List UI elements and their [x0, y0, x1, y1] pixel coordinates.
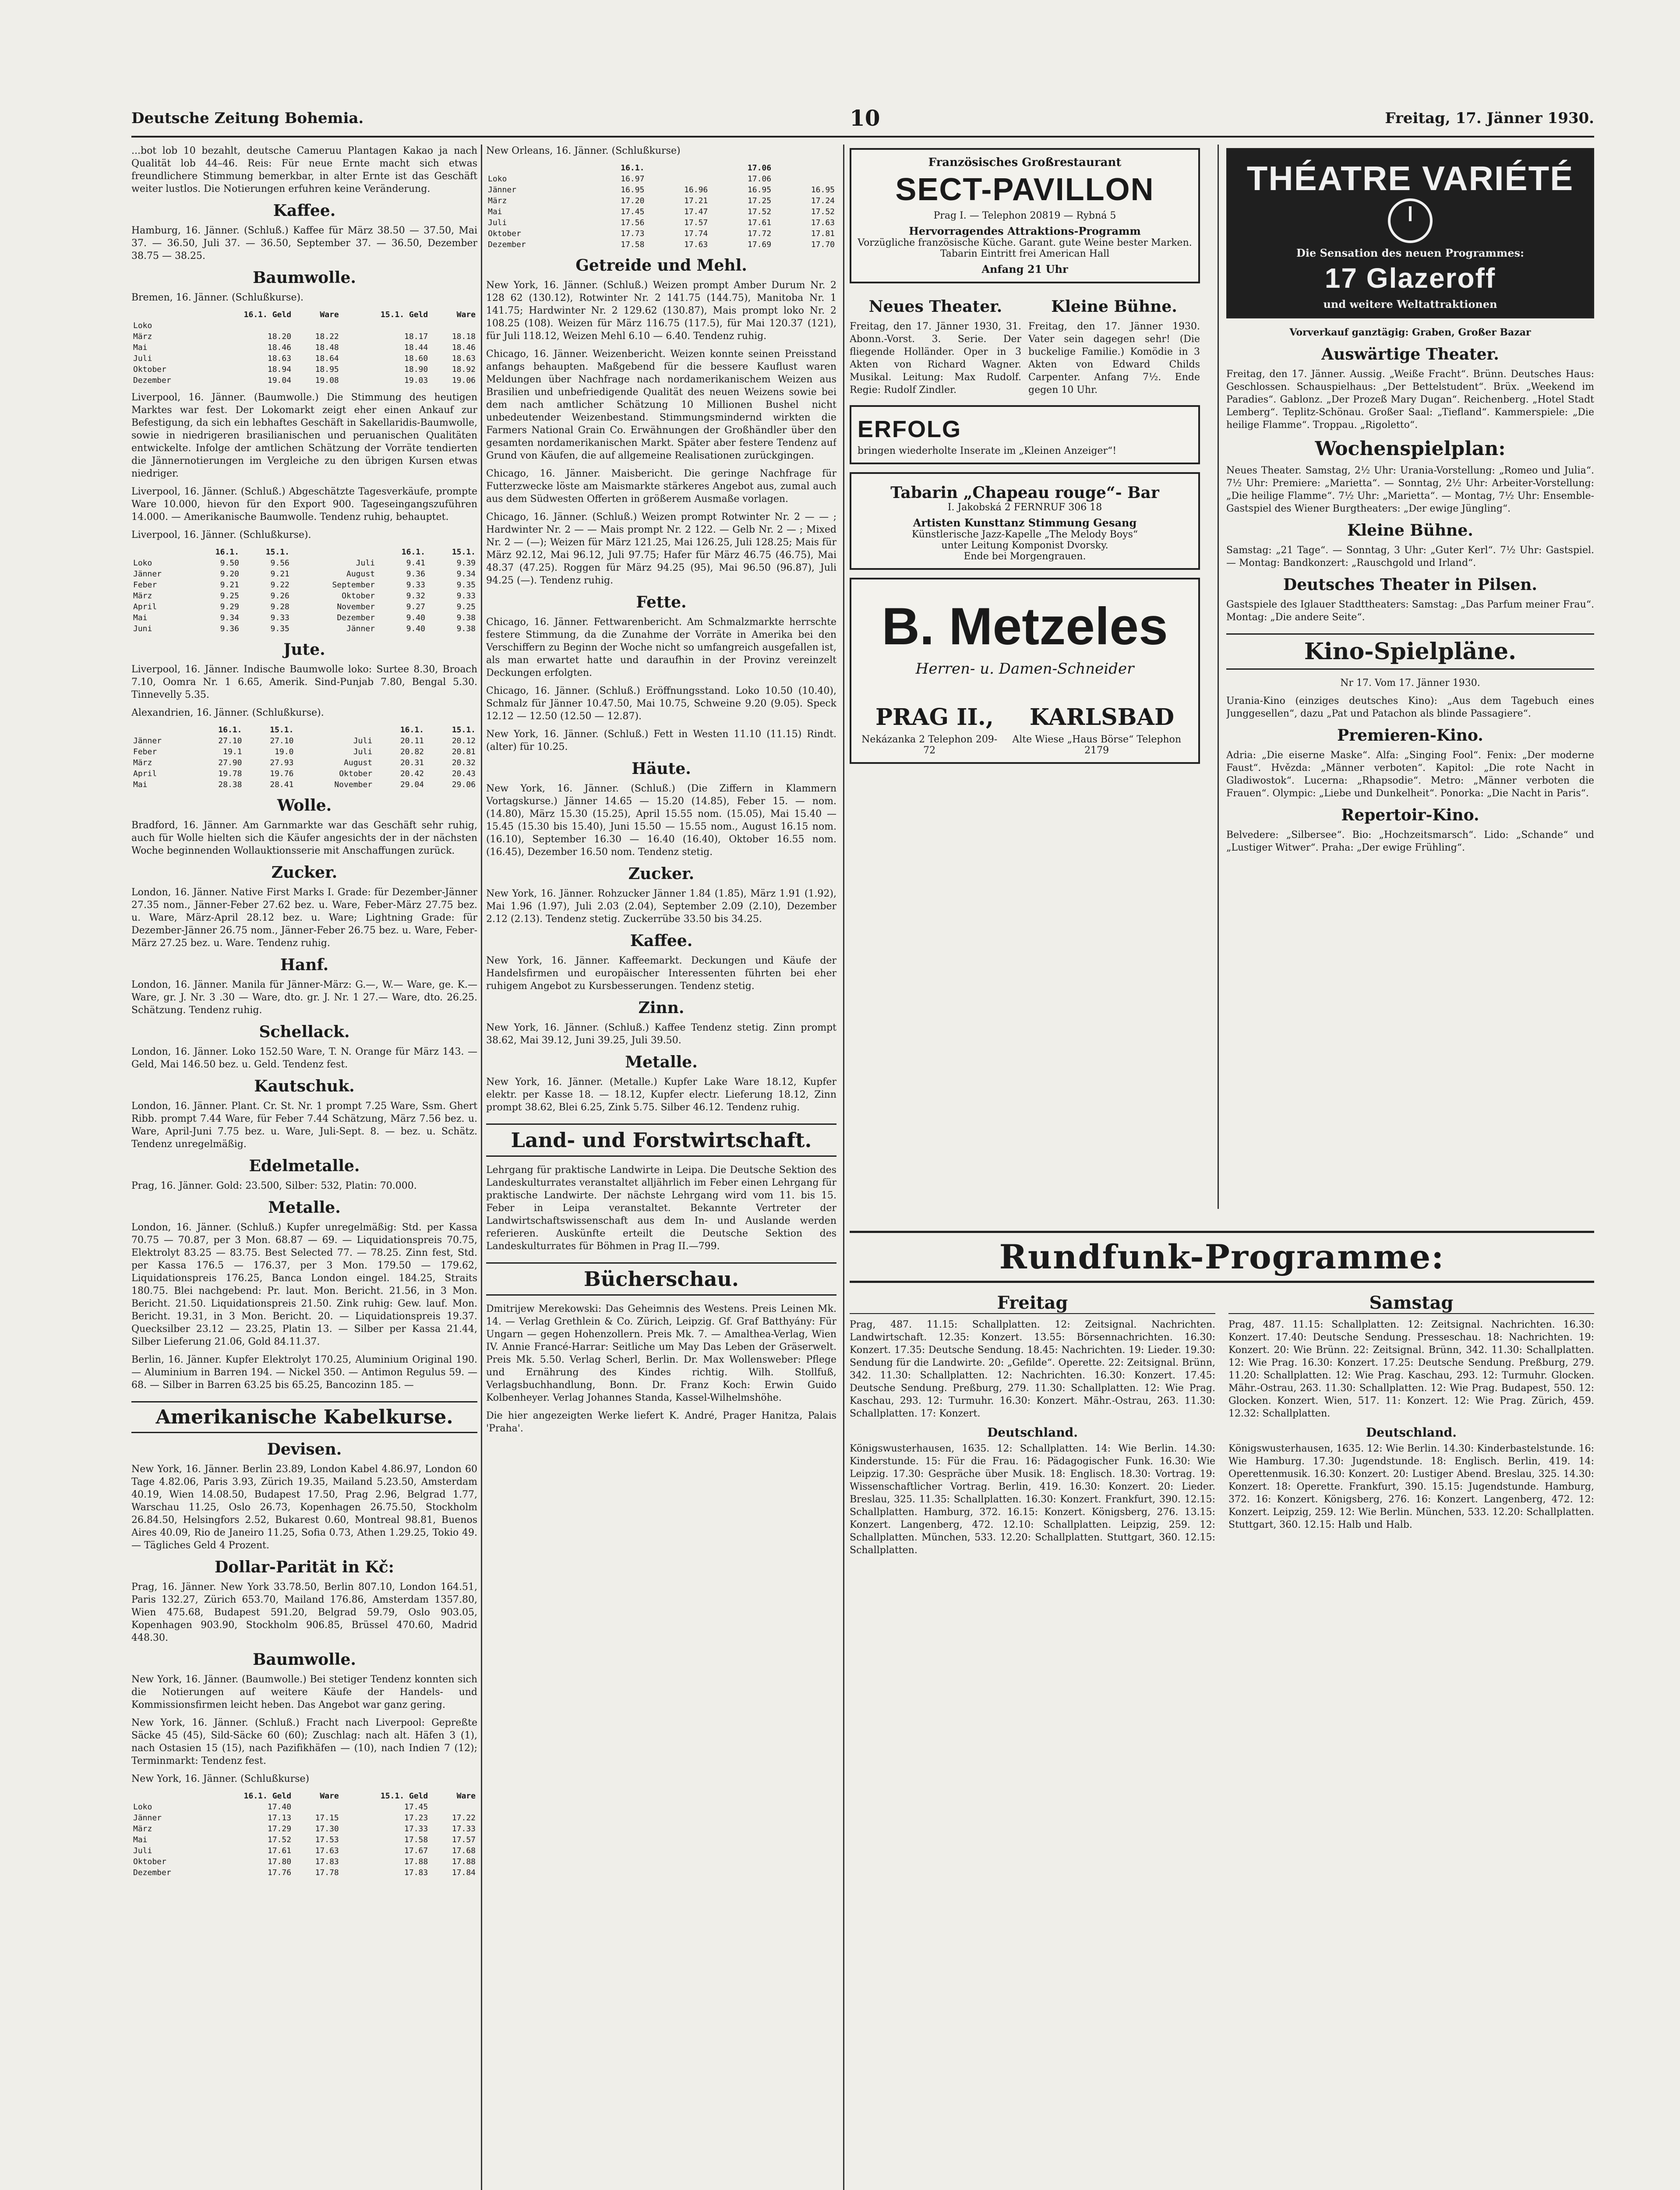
- kleine-buehne-text: Freitag, den 17. Jänner 1930. Vater sein dagegen sehr! (Die buckelige Familie.) Komödie in 3 Akten von Edward Childs Carpenter. Anfang 7½. Ende gegen 10 Uhr.: [1028, 321, 1200, 396]
- kino-subtitle: Nr 17. Vom 17. Jänner 1930.: [1340, 678, 1480, 689]
- amerikanische-kabelkurse-title: Amerikanische Kabelkurse.: [131, 1401, 477, 1433]
- ad-headline: B. Metzeles: [882, 597, 1168, 656]
- table-row: April 19.78 19.76 Oktober 20.42 20.43: [133, 769, 476, 778]
- deutschland-title-sat: Deutschland.: [1366, 1425, 1457, 1440]
- table-row: März 18.20 18.22 18.17 18.18: [133, 332, 476, 341]
- repertoire-kino-text: Belvedere: „Silbersee“. Bio: „Hochzeitsmarsch“. Lido: „Schande“ und „Lustiger Witwer“. Praha: „Der ewige Frühling“.: [1226, 830, 1594, 854]
- section-title-jute: Jute.: [283, 640, 325, 659]
- premieren-kino-text: Adria: „Die eiserne Maske“. Alfa: „Singing Fool“. Fenix: „Der moderne Faust“. Hvězda: „Männer verboten“. Kapitol: „Die rote Nacht in Gladiwostok“. Lucerna: „Rhapsodie“. Metro: „Männer verboten die Frauen“. Olympic: „Liebe und Dunkelheit“. Ponorka: „Die Nacht in Paris“.: [1226, 750, 1594, 799]
- ad-addresses: [858, 734, 1192, 756]
- table-row: Loko 9.50 9.56 Juli 9.41 9.39: [133, 558, 476, 568]
- saturday-program-text: Prag, 487. 11.15: Schallplatten. 12: Zeitsignal. Nachrichten. 16.30: Konzert. 17.40: Deutsche Sendung. Presseschau. 18: Nachrichten. 19: Konzert. 20: Wie Brünn. 22: Zeitsignal. Brünn, 342. 11.30: Schallplatten. 12: Wie Prag. 16.30: Konzert. 17.25: Deutsche Sendung. Preßburg, 279. 11.20: Schallplatten. 12: Wie Prag. Kaschau, 293. 12: Turmuhr. Glocken. Mähr.-Ostrau, 263. 11.30: Schallplatten. 12: Wie Prag. Budapest, 550. 12: Glocken. Konzert. Wien, 517. 11: Konzert. 12: Wie Prag. Zürich, 459. 12.32: Schallplatten.: [1228, 1319, 1594, 1419]
- neues-theater-text: Freitag, den 17. Jänner 1930, 31. Abonn.-Vorst. 3. Serie. Der fliegende Holländer. Oper in 3 Akten von Richard Wagner. Musikal. Leitung: Max Rudolf. Regie: Rudolf Zindler.: [850, 321, 1021, 396]
- neues-theater: [850, 291, 1021, 402]
- ad-cities: [858, 704, 1192, 731]
- section-title-kaffee: Kaffee.: [273, 201, 336, 220]
- section-title-hanf: Hanf.: [280, 956, 329, 974]
- wolle-report: Bradford, 16. Jänner. Am Garnmarkte war das Geschäft sehr ruhig, auch für Wolle hielten sich die Käufer angesichts der in der nächsten Woche beginnenden Wollauktionsserie mit Anschaffungen zurück.: [131, 820, 477, 856]
- ad-line: und weitere Weltattraktionen: [1323, 298, 1497, 311]
- table-row: Jänner 27.10 27.10 Juli 20.11 20.12: [133, 736, 476, 745]
- kleine-buehne-title: Kleine Bühne.: [1051, 297, 1177, 316]
- ad-line: Französisches Großrestaurant: [928, 156, 1122, 169]
- ad-headline: ERFOLG: [858, 416, 961, 442]
- kleine-buehne: [1028, 291, 1200, 402]
- kautschuk-report: London, 16. Jänner. Plant. Cr. St. Nr. 1 prompt 7.25 Ware, Ssm. Ghert Ribb. prompt 7.44 Ware, für Feber 7.44 Schätzung, März 7.56 bez. u. Ware, April-Juni 7.75 bez. u. Ware, Juli-Sept. 8. — bez. u. Schätz. Tendenz unregelmäßig.: [131, 1101, 477, 1150]
- hanf-report: London, 16. Jänner. Manila für Jänner-März: G.—, W.— Ware, ge. K.—Ware, gr. J. Nr. 3 .30 — Ware, dto. gr. J. Nr. 1 27.— Ware, dto. 26.25. Schätzung. Tendenz ruhig.: [131, 979, 477, 1016]
- ad-line: 17 Glazeroff: [1324, 262, 1496, 294]
- page-header: [131, 105, 1594, 138]
- table-row: Feber 19.1 19.0 Juli 20.82 20.81: [133, 747, 476, 756]
- getreide-report-2: Chicago, 16. Jänner. Maisbericht. Die geringe Nachfrage für Futterzwecke löste am Maismarkte stärkeres Angebot aus, zumal auch aus dem Südwesten Offerten in größerem Ausmaße vorlagen.: [486, 468, 836, 505]
- buecherschau-footer: Die hier angezeigten Werke liefert K. André, Prager Hanitza, Palais 'Praha'.: [486, 1410, 836, 1434]
- masthead: Deutsche Zeitung Bohemia.: [131, 110, 364, 127]
- kleine-buehne-title-2: Kleine Bühne.: [1347, 521, 1473, 540]
- deutschland-sat-program-text: Königswusterhausen, 1635. 12: Wie Berlin. 14.30: Kinderbastelstunde. 16: Wie Hamburg. 17.30: Jugendstunde. 18: Englisch. Berlin, 419. 14: Operettenmusik. 16.30: Konzert. 20: Lustiger Abend. Breslau, 325. 14.30: Konzert. 18: Operette. Frankfurt, 390. 15.15: Jugendstunde. Hamburg, 372. 16: Konzert. Königsberg, 276. 16: Konzert. Langenberg, 472. 12: Konzert. Leipzig, 259. 12: Wie Berlin. München, 533. 12.20: Schallplatten. Stuttgart, 360. 12.15: Halb und Halb.: [1228, 1443, 1594, 1530]
- zucker-report: London, 16. Jänner. Native First Marks I. Grade: für Dezember-Jänner 27.35 nom., Jänner-Feber 27.62 bez. u. Ware, Feber-März 27.75 bez. u. Ware, März-April 28.12 bez. u. Ware; Lightning Grade: für Dezember-Jänner 26.75 nom., Jänner-Feber 26.75 bez. u. Ware, Feber-März 27.25 bez. u. Ware. Tendenz ruhig.: [131, 887, 477, 949]
- ad-city: KARLSBAD: [1029, 704, 1175, 731]
- alexandrien-table: 16.1. 15.1. 16.1. 15.1. Jänner 27.10 27.10 Juli 20.11 20.12 Feber 19.1 19.0 Juli 20.82 20.81 März 27.90 27.93 August 20.31 20.32 April 19.78 19.76 Oktober 20.42 20.43 Mai 28.38 28.41 November 29.04 29.06: [131, 724, 477, 790]
- ad-headline: SECT-PAVILLON: [895, 172, 1154, 207]
- sect-pavillon-ad: [850, 148, 1200, 283]
- ad-title-text: THÉATRE VARIÉTÉ: [1246, 159, 1574, 198]
- clock-icon: [1388, 198, 1433, 243]
- ad-headline: [1234, 159, 1586, 243]
- day-title-saturday: Samstag: [1228, 1293, 1594, 1314]
- metalle-ny-report: New York, 16. Jänner. (Metalle.) Kupfer Lake Ware 18.12, Kupfer elektr. per Kasse 18. — 18.12, Kupfer electr. Lieferung 18.12, Zinn prompt 38.62, Blei 6.25, Zink 5.75. Silber 46.12. Tendenz ruhig.: [486, 1077, 836, 1113]
- ad-address: Nekázanka 2 Telephon 209-72: [861, 734, 998, 756]
- baumwolle-ny-report: New York, 16. Jänner. (Baumwolle.) Bei stetiger Tendenz konnten sich die Notierungen auf weitere Käufe der Handels- und Kommissionsfirmen leicht heben. Das Angebot war ganz gering.: [131, 1674, 477, 1710]
- auswaertige-theater-title: Auswärtige Theater.: [1321, 345, 1499, 364]
- auswaertige-theater-text: Freitag, den 17. Jänner. Aussig. „Weiße Fracht“. Brünn. Deutsches Haus: Geschlossen. Schauspielhaus: „Der Bettelstudent“. Brüx. „Weekend im Paradies“. Gablonz. „Der Prozeß Mary Dugan“. Reichenberg. „Hotel Stadt Lemberg“. Teplitz-Schönau. Großer Saal: „Tiefland“. Kammerspiele: „Die heilige Flamme“. Troppau. „Rigoletto“.: [1226, 369, 1594, 431]
- wochenspielplan-text: Neues Theater. Samstag, 2½ Uhr: Urania-Vorstellung: „Romeo und Julia“. 7½ Uhr: Premiere: „Marietta“. — Sonntag, 2½ Uhr: Arbeiter-Vorstellung: „Die heilige Flamme“. 7½ Uhr: „Marietta“. — Montag, 7½ Uhr: Ensemble-Gastspiel des Wiener Burgtheaters: „Der ewige Jüngling“.: [1226, 465, 1594, 515]
- section-title-dollar: Dollar-Parität in Kč:: [215, 1558, 394, 1576]
- getreide-report-3: Chicago, 16. Jänner. (Schluß.) Weizen prompt Rotwinter Nr. 2 — — ; Hardwinter Nr. 2 — — Mais prompt Nr. 2 122. — Gelb Nr. 2 — ; Mixed Nr. 2 — (—); Weizen für März 121.25, Mai 126.25, Juli 128.25; Mais für März 92.12, Mai 96.12, Juli 97.75; Hafer für März 46.75 (46.75), Mai 48.37 (47.25). Roggen für März 94.25 (95), Mai 96.50 (96.87), Juli 94.25 (—). Tendenz ruhig.: [486, 512, 836, 586]
- ad-line: Ende bei Morgengrauen.: [964, 551, 1086, 562]
- table-row: Juni 9.36 9.35 Jänner 9.40 9.38: [133, 624, 476, 633]
- table-row: Mai 28.38 28.41 November 29.04 29.06: [133, 780, 476, 789]
- table-row: März 27.90 27.93 August 20.31 20.32: [133, 758, 476, 767]
- section-title-kaffee-ny: Kaffee.: [630, 932, 693, 950]
- table-row: Dezember 17.76 17.78 17.83 17.84: [133, 1868, 476, 1877]
- ad-line: Prag I. — Telephon 20819 — Rybná 5: [933, 210, 1116, 221]
- dollar-report: Prag, 16. Jänner. New York 33.78.50, Berlin 807.10, London 164.51, Paris 132.27, Zürich 653.70, Mailand 176.86, Amsterdam 1357.80, Wien 475.68, Budapest 591.20, Belgrad 59.79, Oslo 903.05, Kopenhagen 903.90, Stockholm 906.85, Brüssel 470.60, Madrid 448.30.: [131, 1582, 477, 1643]
- neues-theater-title: Neues Theater.: [868, 297, 1002, 316]
- theatre-variete-ad: [1226, 148, 1594, 318]
- section-title-haeute: Häute.: [632, 759, 691, 778]
- table-row: Oktober 17.80 17.83 17.88 17.88: [133, 1857, 476, 1866]
- intro-paragraph: ...bot lob 10 bezahlt, deutsche Cameruu Plantagen Kakao ja nach Qualität lob 44–46. Reis: Für neue Ernte macht sich etwas freundlichere Stimmung bemerkbar, in alter Ernte ist das Geschäft weiter lustlos. Die Notierungen erfuhren keine Veränderung.: [131, 145, 477, 194]
- table-row: Juli 18.63 18.64 18.60 18.63: [133, 354, 476, 363]
- ad-line: Hervorragendes Attraktions-Programm: [909, 225, 1141, 237]
- pilsen-theater-title: Deutsches Theater in Pilsen.: [1283, 576, 1537, 594]
- getreide-report-0: New York, 16. Jänner. (Schluß.) Weizen prompt Amber Durum Nr. 2 128 62 (130.12), Rotwinter Nr. 2 141.75 (144.75), Manitoba Nr. 1 141.75; Hardwinter Nr. 2 129.62 (130.87), Mais prompt loko Nr. 2 108.25 (108). Weizen für März 116.75 (117.5), für Mai 120.37 (121), für Juli 118.12, Weizen Mehl 6.10 — 6.40. Tendenz ruhig.: [486, 280, 836, 342]
- table-row: Feber 9.21 9.22 September 9.33 9.35: [133, 580, 476, 590]
- theatre-column: [1226, 145, 1594, 1209]
- table-row: März 17.29 17.30 17.33 17.33: [133, 1824, 476, 1833]
- column-rule: [1218, 145, 1219, 1209]
- ad-address: Alte Wiese „Haus Börse“ Telephon 2179: [1012, 734, 1182, 756]
- buecherschau-title: Bücherschau.: [486, 1262, 836, 1296]
- ad-line: Künstlerische Jazz-Kapelle „The Melody Boys“: [911, 529, 1138, 540]
- table-row: Loko 16.97 17.06: [488, 174, 772, 184]
- table-row: Juli 17.56 17.57 17.61 17.63: [488, 218, 835, 227]
- orleans-table: 16.1. 17.06 Loko 16.97 17.06 Jänner 16.95 16.96 16.95 16.95 März 17.20 17.21 17.25 17.24 Mai 17.45 17.47 17.52 17.52 Juli 17.56 17.57 17.61 17.63 Oktober 17.73 17.74 17.72 17.81 Dezember 17.58 17.63 17.69 17.70: [486, 162, 836, 250]
- ads-column: [850, 145, 1200, 1209]
- column-rule: [843, 145, 844, 2190]
- table-row: Jänner 17.13 17.15 17.23 17.22: [133, 1813, 476, 1823]
- table-row: April 9.29 9.28 November 9.27 9.25: [133, 602, 476, 611]
- liverpool-report-2: Liverpool, 16. Jänner. (Schluß.) Abgeschätzte Tagesverkäufe, prompte Ware 10.000, hievon für den Export 900. Tageseingangszuführen 14.000. — Amerikanische Baumwolle. Tendenz ruhig, behauptet.: [131, 486, 477, 523]
- section-title-devisen: Devisen.: [267, 1440, 342, 1459]
- ad-headline: Tabarin „Chapeau rouge“- Bar: [890, 484, 1159, 502]
- ad-line: Artisten Kunsttanz Stimmung Gesang: [913, 516, 1137, 529]
- deutschland-program-text: Königswusterhausen, 1635. 12: Schallplatten. 14: Wie Berlin. 14.30: Kinderstunde. 15: Für die Frau. 16: Pädagogischer Funk. 16.30: Wie Leipzig. 17.30: Gespräche über Musik. 18: Englisch. 18.30: Vortrag. 19: Wissenschaftlicher Vortrag. Berlin, 419. 16.30: Konzert. 20: Lieder. Breslau, 325. 11.35: Schallplatten. 16.30: Konzert. Frankfurt, 390. 12.15: Schallplatten. Hamburg, 372. 16.15: Konzert. Königsberg, 276. 13.15: Konzert. Langenberg, 472. 12.10: Schallplatten. Leipzig, 259. 12: Schallplatten. München, 533. 12.20: Schallplatten. Stuttgart, 360. 12.15: Schallplatten.: [850, 1443, 1215, 1556]
- bremen-table: 16.1. Geld Ware 15.1. Geld Ware Loko März 18.20 18.22 18.17 18.18 Mai 18.46 18.48 18.44 18.46 Juli 18.63 18.64 18.60 18.63 Oktober 18.94 18.95 18.90 18.92 Dezember 19.04 19.08 19.03 19.06: [131, 309, 477, 386]
- kino-title: Kino-Spielpläne.: [1226, 633, 1594, 670]
- table-row: Jänner 16.95 16.96 16.95 16.95: [488, 185, 835, 194]
- premieren-kino-title: Premieren-Kino.: [1337, 726, 1483, 745]
- berlin-metall-report: Berlin, 16. Jänner. Kupfer Elektrolyt 170.25, Aluminium Original 190. — Aluminium in Barren 194. — Nickel 350. — Antimon Regulus 59. — 68. — Silber in Barren 63.25 bis 65.25, Bancozinn 185. —: [131, 1354, 477, 1391]
- table-row: Mai 17.45 17.47 17.52 17.52: [488, 207, 835, 216]
- friday-program-text: Prag, 487. 11.15: Schallplatten. 12: Zeitsignal. Nachrichten. Landwirtschaft. 12.35: Konzert. 13.55: Börsennachrichten. 16.30: Konzert. 17.35: Deutsche Sendung. 18.45: Nachrichten. 19: Lieder. 19.30: Sendung für die Landwirte. 20: „Gefilde“. Operette. 22: Zeitsignal. Brünn, 342. 11.30: Schallplatten. 12: Nachrichten. 16.30: Konzert. 17.45: Deutsche Sendung. Preßburg, 279. 11.30: Schallplatten. 12: Wie Prag. Kaschau, 293. 12: Turmuhr. 16.30: Konzert. Mähr.-Ostrau, 263. 11.30: Schallplatten. 17: Konzert.: [850, 1319, 1215, 1419]
- jute-report: Liverpool, 16. Jänner. Indische Baumwolle loko: Surtee 8.30, Broach 7.10, Oomra Nr. 1 6.65, Amerik. Sind-Punjab 7.80, Bengal 5.30. Tinnevelly 5.35.: [131, 664, 477, 700]
- metalle-report: London, 16. Jänner. (Schluß.) Kupfer unregelmäßig: Std. per Kassa 70.75 — 70.87, per 3 Mon. 68.87 — 69. — Liquidationspreis 70.75, Elektrolyt 83.25 — 83.75. Best Selected 77. — 78.25. Zinn fest, Std. per Kassa 176.5 — 176.37, per 3 Mon. 179.50 — 179.62, Liquidationspreis 176.25, Banca London eingel. 184.25, Straits 180.75. Blei nachgebend: Pr. laut. Mon. Bericht. 21.56, in 3 Mon. Bericht. 21.50. Liquidationspreis 21.50. Zink ruhig: Gew. lauf. Mon. Bericht. 19.31, in 3 Mon. Bericht. 20. — Liquidationspreis 19.37. Quecksilber 23.12 — 23.25, Platin 13. — Silber per Kassa 21.44, Silber Lieferung 21.06, Gold 84.11.37.: [131, 1222, 477, 1347]
- kino-text: Urania-Kino (einziges deutsches Kino): „Aus dem Tagebuch eines Junggesellen“, dazu „Pat und Patachon als blinde Passagiere“.: [1226, 696, 1594, 720]
- bremen-heading: Bremen, 16. Jänner. (Schlußkurse).: [131, 292, 304, 303]
- ad-line: Herren- u. Damen-Schneider: [915, 660, 1134, 678]
- hamburg-coffee-report: Hamburg, 16. Jänner. (Schluß.) Kaffee für März 38.50 — 37.50, Mai 37. — 36.50, Juli 37. — 36.50, September 37. — 36.50, Dezember 38.75 — 38.25.: [131, 225, 477, 261]
- liverpool-report: Liverpool, 16. Jänner. (Baumwolle.) Die Stimmung des heutigen Marktes war fest. Der Lokomarkt zeigt eher einen Ankauf zur Befestigung, da sich ein lebhaftes Geschäft in Sakellaridis-Baumwolle, sowie in niedrigeren brasilianischen und peruanischen Qualitäten entwickelte. Infolge der amtlichen Schätzung der Vorräte tendierten die Jännernotierungen im Vergleiche zu den übrigen Kursen etwas niedriger.: [131, 392, 477, 479]
- tabarin-ad: [850, 472, 1200, 570]
- ad-line: unter Leitung Komponist Dvorsky.: [941, 540, 1108, 551]
- table-row: Oktober 18.94 18.95 18.90 18.92: [133, 365, 476, 374]
- saturday-program: [1228, 1290, 1594, 1562]
- column-rule: [481, 145, 482, 2190]
- rundfunk-columns: [850, 1290, 1594, 1562]
- day-title-friday: Freitag: [850, 1293, 1215, 1314]
- ad-line: Die Sensation des neuen Programmes:: [1296, 247, 1524, 260]
- repertoire-kino-title: Repertoir-Kino.: [1341, 806, 1479, 825]
- table-row: Loko: [133, 321, 152, 330]
- fette-report-2: Chicago, 16. Jänner. (Schluß.) Eröffnungsstand. Loko 10.50 (10.40), Schmalz für Jänner 10.47.50, Mai 10.75, Schweine 9.20 (9.05). Speck 12.12 — 12.50 (12.50 — 12.87).: [486, 685, 836, 722]
- section-title-zucker-ny: Zucker.: [628, 865, 695, 883]
- friday-program: [850, 1290, 1215, 1562]
- rundfunk-title: Rundfunk-Programme:: [850, 1231, 1594, 1283]
- table-row: Dezember 17.58 17.63 17.69 17.70: [488, 240, 835, 249]
- deutschland-title: Deutschland.: [987, 1425, 1078, 1440]
- section-title-getreide: Getreide und Mehl.: [575, 256, 747, 275]
- ad-city: PRAG II.,: [875, 704, 994, 731]
- liverpool-table-title: Liverpool, 16. Jänner. (Schlußkurse).: [131, 530, 311, 540]
- section-title-baumwolle-2: Baumwolle.: [253, 1650, 356, 1669]
- rundfunk-section: [850, 1231, 1594, 2190]
- metzeles-ad: [850, 578, 1200, 764]
- ad-line: Anfang 21 Uhr: [981, 263, 1068, 276]
- fette-report-1: Chicago, 16. Jänner. Fettwarenbericht. Am Schmalzmarkte herrschte festere Stimmung, da die Zunahme der Vorräte in Amerika bei den Verschiffern zu Beginn der Woche nicht so umfangreich ausgefallen ist, als man erwartet hatte und daraufhin in der Provinz vereinzelt Deckungen erfolgten.: [486, 617, 836, 678]
- zinn-report: New York, 16. Jänner. (Schluß.) Kaffee Tendenz stetig. Zinn prompt 38.62, Mai 39.12, Juni 39.25, Juli 39.50.: [486, 1022, 836, 1046]
- getreide-report-1: Chicago, 16. Jänner. Weizenbericht. Weizen konnte seinen Preisstand anfangs behaupten. Maßgebend für die bessere Kauflust waren Meldungen über Nachfrage nach nordamerikanischem Weizen aus Brasilien und unbefriedigende Qualität des neuen Weizens sowie bei dem nach amtlicher Schätzung 10 Millionen Bushel nicht unbedeutender Weizenbestand. Stimmungsmindernd wirkten die Farmers National Grain Co. Erwähnungen der Großhändler über den gesamten nordamerikanischen Markt. Später aber festere Tendenz auf Grund von Käufen, die auf allgemeine Realisationen zurückgingen.: [486, 349, 836, 461]
- table-row: Mai 18.46 18.48 18.44 18.46: [133, 343, 476, 352]
- table-row: Oktober 17.73 17.74 17.72 17.81: [488, 229, 835, 238]
- section-title-metalle-ny: Metalle.: [625, 1053, 698, 1071]
- table-row: Mai 9.34 9.33 Dezember 9.40 9.38: [133, 613, 476, 622]
- edelmetalle-report: Prag, 16. Jänner. Gold: 23.500, Silber: 532, Platin: 70.000.: [131, 1180, 417, 1191]
- fette-report-3: New York, 16. Jänner. (Schluß.) Fett in Westen 11.10 (11.15) Rindt. (alter) für 10.25.: [486, 729, 836, 752]
- ad-line: Tabarin Eintritt frei American Hall: [940, 248, 1110, 259]
- ad-line: I. Jakobská 2 FERNRUF 306 18: [947, 502, 1102, 513]
- land-forst-report: Lehrgang für praktische Landwirte in Leipa. Die Deutsche Sektion des Landeskulturrates veranstaltet alljährlich im Feber einen Lehrgang für praktische Landwirte. Der nächste Lehrgang wird vom 11. bis 15. Feber in Leipa veranstaltet. Bekannte Vertreter der Landwirtschaftswissenschaft aus dem In- und Auslande werden referieren. Auskünfte erteilt die Deutsche Sektion des Landeskulturrates für Böhmen in Prag II.—799.: [486, 1165, 836, 1252]
- section-title-zinn: Zinn.: [638, 999, 685, 1017]
- section-title-baumwolle: Baumwolle.: [253, 268, 356, 287]
- ny-table-title: New York, 16. Jänner. (Schlußkurse): [131, 1773, 310, 1784]
- buecherschau-text: Dmitrijew Merekowski: Das Geheimnis des Westens. Preis Leinen Mk. 14. — Verlag Grethlein & Co. Zürich, Leipzig. Gf. Graf Batthyány: Für Ungarn — gegen Hohenzollern. Preis Mk. 7. — Amalthea-Verlag, Wien IV. Annie Francé-Harrar: Seitliche um May Das Leben der Gräserwelt. Preis Mk. 5.50. Verlag Scherl, Berlin. Dr. Max Wollensweber: Pflege und Ernährung des Kindes richtig. Wilh. Stollfuß, Verlagsbuchhandlung, Bonn. Dr. Franz Koch: Erwin Guido Kolbenheyer. Verlag Johannes Standa, Kassel-Wilhelmshöhe.: [486, 1303, 836, 1403]
- erfolg-ad: [850, 405, 1200, 464]
- devisen-report: New York, 16. Jänner. Berlin 23.89, London Kabel 4.86.97, London 60 Tage 4.82.06, Paris 3.93, Zürich 19.35, Mailand 5.23.50, Amsterdam 40.19, Wien 14.08.50, Budapest 17.50, Prag 2.96, Belgrad 1.77, Warschau 11.25, Oslo 26.73, Kopenhagen 26.75.50, Stockholm 26.84.50, Helsingfors 2.52, Bukarest 0.60, Montreal 98.81, Buenos Aires 40.09, Rio de Janeiro 11.25, Sofia 0.73, Athen 1.29.25, Tokio 49. — Tägliches Geld 4 Prozent.: [131, 1464, 477, 1551]
- ad-line: bringen wiederholte Inserate im „Kleinen Anzeiger“!: [858, 445, 1117, 456]
- table-row: Juli 17.61 17.63 17.67 17.68: [133, 1846, 476, 1855]
- land-forst-title: Land- und Forstwirtschaft.: [486, 1123, 836, 1157]
- ny-cotton-table: 16.1. Geld Ware 15.1. Geld Ware Loko 17.40 17.45 Jänner 17.13 17.15 17.23 17.22 März 17.29 17.30 17.33 17.33 Mai 17.52 17.53 17.58 17.57 Juli 17.61 17.63 17.67 17.68 Oktober 17.80 17.83 17.88 17.88 Dezember 17.76 17.78 17.83 17.84: [131, 1791, 477, 1878]
- section-title-edelmetalle: Edelmetalle.: [249, 1157, 360, 1175]
- market-column-2: [486, 145, 836, 2190]
- theatre-row: [850, 291, 1200, 402]
- wochenspielplan-title: Wochenspielplan:: [1315, 438, 1506, 460]
- section-title-zucker: Zucker.: [271, 863, 338, 882]
- alexandrien-title: Alexandrien, 16. Jänner. (Schlußkurse).: [131, 707, 324, 718]
- haeute-report: New York, 16. Jänner. (Schluß.) (Die Ziffern in Klammern Vortagskurse.) Jänner 14.65 — 15.20 (14.85), Feber 15. — nom. (14.80), März 15.30 (15.25), April 15.55 nom. (15.05), Mai 15.40 — 15.45 (15.30 bis 15.40), Juni 15.50 — 15.55 nom., August 16.15 nom. (16.10), September 16.30 — 16.40 (16.40), Oktober 16.55 nom. (16.45), Dezember 16.50 nom. Tendenz stetig.: [486, 783, 836, 858]
- section-title-schellack: Schellack.: [259, 1023, 350, 1041]
- issue-date: Freitag, 17. Jänner 1930.: [1385, 110, 1594, 127]
- market-column-1: [131, 145, 477, 2190]
- page-number: 10: [850, 105, 880, 131]
- pilsen-theater-text: Gastspiele des Iglauer Stadttheaters: Samstag: „Das Parfum meiner Frau“. Montag: „Die andere Seite“.: [1226, 599, 1594, 623]
- section-title-kautschuk: Kautschuk.: [254, 1077, 355, 1095]
- schellack-report: London, 16. Jänner. Loko 152.50 Ware, T. N. Orange für März 143. — Geld, Mai 146.50 bez. u. Geld. Tendenz fest.: [131, 1046, 477, 1070]
- section-title-metalle: Metalle.: [268, 1198, 341, 1217]
- table-row: Mai 17.52 17.53 17.58 17.57: [133, 1835, 476, 1844]
- vorverkauf-line: Vorverkauf ganztägig: Graben, Großer Bazar: [1289, 327, 1531, 339]
- ad-line: Vorzügliche französische Küche. Garant. gute Weine bester Marken.: [858, 237, 1192, 248]
- table-row: Dezember 19.04 19.08 19.03 19.06: [133, 376, 476, 385]
- table-row: Jänner 9.20 9.21 August 9.36 9.34: [133, 569, 476, 579]
- section-title-wolle: Wolle.: [277, 796, 332, 815]
- section-title-fette: Fette.: [636, 593, 687, 611]
- table-row: März 17.20 17.21 17.25 17.24: [488, 196, 835, 205]
- kaffee-ny-report: New York, 16. Jänner. Kaffeemarkt. Deckungen und Käufe der Handelsfirmen und europäischer Interessenten führten bei eher ruhigem Angebot zu Kursbesserungen. Tendenz stetig.: [486, 955, 836, 992]
- table-row: Loko 17.40 17.45: [133, 1802, 428, 1812]
- orleans-title: New Orleans, 16. Jänner. (Schlußkurse): [486, 145, 681, 156]
- table-row: März 9.25 9.26 Oktober 9.32 9.33: [133, 591, 476, 600]
- liverpool-table: 16.1. 15.1. 16.1. 15.1. Loko 9.50 9.56 Juli 9.41 9.39 Jänner 9.20 9.21 August 9.36 9.34 Feber 9.21 9.22 September 9.33 9.35 März 9.25 9.26 Oktober 9.32 9.33 April 9.29 9.28 November 9.27 9.25 Mai 9.34 9.33 Dezember 9.40 9.38 Juni 9.36 9.35 Jänner 9.40 9.38: [131, 547, 477, 634]
- kleine-buehne-text-2: Samstag: „21 Tage“. — Sonntag, 3 Uhr: „Guter Kerl“. 7½ Uhr: Gastspiel. — Montag: Bandkonzert: „Rauschgold und Irland“.: [1226, 545, 1594, 569]
- zucker-ny-report: New York, 16. Jänner. Rohzucker Jänner 1.84 (1.85), März 1.91 (1.92), Mai 1.96 (1.97), Juli 2.03 (2.04), September 2.09 (2.10), Dezember 2.12 (2.13). Tendenz stetig. Zuckerrübe 33.50 bis 34.25.: [486, 888, 836, 925]
- fracht-report: New York, 16. Jänner. (Schluß.) Fracht nach Liverpool: Gepreßte Säcke 45 (45), Sild-Säcke 60 (60); Zuschlag: nach alt. Häfen 3 (1), nach Ostasien 15 (15), nach Pazifikhäfen — (10), nach Indien 7 (12); Terminmarkt: Tendenz fest.: [131, 1717, 477, 1766]
